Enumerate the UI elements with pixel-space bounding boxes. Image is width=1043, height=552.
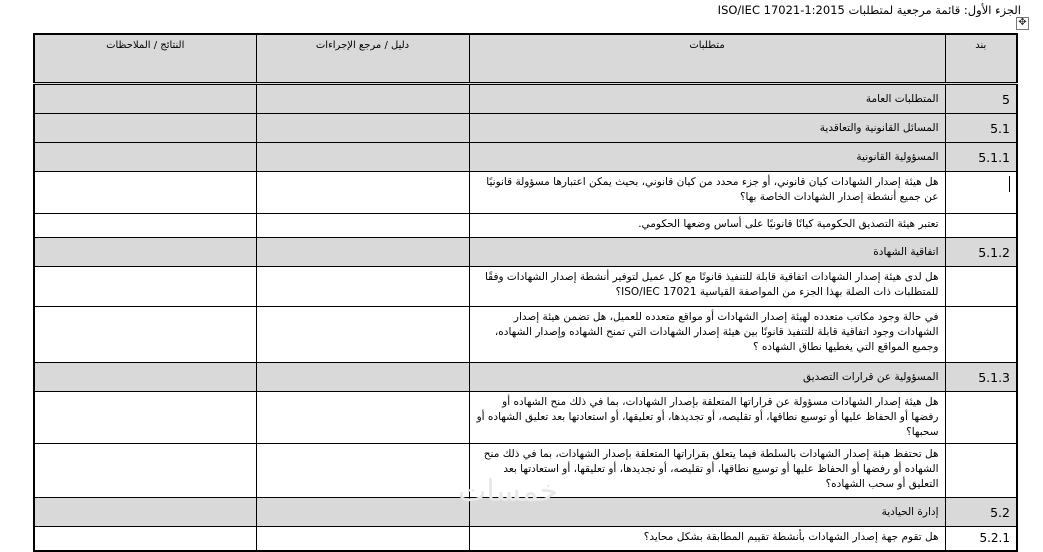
question-row [34,172,1017,214]
section-title[interactable]: المسؤولية القانونية [469,143,945,172]
question-row [34,307,1017,363]
header-clause: بند [945,34,1017,84]
results-cell[interactable] [34,84,256,114]
results-cell[interactable] [34,363,256,392]
requirement-text[interactable]: هل تقوم جهة إصدار الشهادات بأنشطة تقييم المطابقة بشكل محايد؟ [469,527,945,551]
requirement-text[interactable]: هل هيئة إصدار الشهادات مسؤولة عن قراراتها المتعلقة بإصدار الشهادات، بما في ذلك منح الشهاده أو رفضها أو الحفاظ عليها أو توسيع نطاقها، أو تقليصه، أو تجديدها، أو تعليقها، أو استعادتها بعد تعليق الشهاده أو سحبها؟ [469,392,945,444]
text-cursor [1009,176,1010,192]
clause-number: 5.1 [945,114,1017,143]
question-row [34,267,1017,307]
results-cell[interactable] [34,114,256,143]
results-cell[interactable] [34,307,256,363]
procedure-ref-cell[interactable] [256,84,469,114]
procedure-ref-cell[interactable] [256,172,469,214]
header-requirements: متطلبات [469,34,945,84]
header-results: النتائج / الملاحظات [34,34,256,84]
procedure-ref-cell[interactable] [256,238,469,267]
section-row [34,84,1017,114]
section-title[interactable]: المتطلبات العامة [469,84,945,114]
procedure-ref-cell[interactable] [256,527,469,551]
section-row [34,238,1017,267]
header-procedure-ref: دليل / مرجع الإجراءات [256,34,469,84]
requirement-text[interactable]: تعتبر هيئة التصديق الحكومية كيانًا قانونيًا على أساس وضعها الحكومي. [469,214,945,238]
procedure-ref-cell[interactable] [256,363,469,392]
question-row [34,214,1017,238]
clause-number-cell[interactable] [945,307,1017,363]
results-cell[interactable] [34,238,256,267]
results-cell[interactable] [34,143,256,172]
results-cell[interactable] [34,527,256,551]
table-header-row [34,34,1017,84]
requirement-text[interactable]: هل لدى هيئة إصدار الشهادات اتفاقية قابلة للتنفيذ قانونًا مع كل عميل لتوفير أنشطة إصدار الشهادات وفقًا للمتطلبات ذات الصلة بهذا الجزء من المواصفة القياسية ISO/IEC 17021؟ [469,267,945,307]
section-title[interactable]: المسؤولية عن قرارات التصديق [469,363,945,392]
clause-number-cell[interactable] [945,267,1017,307]
clause-number-cell[interactable] [945,392,1017,444]
requirement-text[interactable]: هل هيئة إصدار الشهادات كيان قانوني، أو جزء محدد من كيان قانوني، بحيث يمكن اعتبارها مسؤولة قانونيًا عن جميع أنشطة إصدار الشهادات الخاصة بها؟ [469,172,945,214]
clause-number: 5 [945,84,1017,114]
clause-number: 5.1.2 [945,238,1017,267]
question-row [34,392,1017,444]
section-title[interactable]: اتفاقية الشهادة [469,238,945,267]
procedure-ref-cell[interactable] [256,114,469,143]
results-cell[interactable] [34,444,256,498]
section-row [34,143,1017,172]
clause-number: 5.1.1 [945,143,1017,172]
clause-number-cell[interactable] [945,214,1017,238]
results-cell[interactable] [34,498,256,527]
procedure-ref-cell[interactable] [256,392,469,444]
clause-number: 5.2 [945,498,1017,527]
section-title[interactable]: إدارة الحيادية [469,498,945,527]
watermark: خمسات [458,474,559,509]
procedure-ref-cell[interactable] [256,267,469,307]
question-row [34,527,1017,551]
procedure-ref-cell[interactable] [256,498,469,527]
results-cell[interactable] [34,172,256,214]
clause-number: 5.2.1 [945,527,1017,551]
section-title[interactable]: المسائل القانونية والتعاقدية [469,114,945,143]
results-cell[interactable] [34,267,256,307]
procedure-ref-cell[interactable] [256,307,469,363]
section-row [34,114,1017,143]
procedure-ref-cell[interactable] [256,444,469,498]
procedure-ref-cell[interactable] [256,143,469,172]
requirement-text[interactable]: في حالة وجود مكاتب متعدده لهيئة إصدار الشهادات أو مواقع متعدده للعميل، هل تضمن هيئة إصدار الشهادات وجود اتفاقية قابلة للتنفيذ قانونًا بين هيئة إصدار الشهادات التي تمنح الشهاده وإصدار الشهاده، وجميع المواقع التي يغطيها نطاق الشهاده ؟ [469,307,945,363]
document-title: الجزء الأول: قائمة مرجعية لمتطلبات ISO/IEC 17021-1:2015 [717,3,1021,17]
clause-number-cell[interactable] [945,172,1017,214]
results-cell[interactable] [34,214,256,238]
clause-number: 5.1.3 [945,363,1017,392]
move-handle-icon[interactable]: ✥ [1016,17,1029,30]
section-row [34,363,1017,392]
procedure-ref-cell[interactable] [256,214,469,238]
clause-number-cell[interactable] [945,444,1017,498]
results-cell[interactable] [34,392,256,444]
requirement-text[interactable]: هل تحتفظ هيئة إصدار الشهادات بالسلطة فيما يتعلق بقراراتها المتعلقة بإصدار الشهادات، بما في ذلك منح الشهاده أو رفضها أو الحفاظ عليها أو توسيع نطاقها، أو تقليصه، أو تجديدها، أو تعليقها، أو استعادتها بعد التعليق أو سحب الشهاده؟ [469,444,945,498]
